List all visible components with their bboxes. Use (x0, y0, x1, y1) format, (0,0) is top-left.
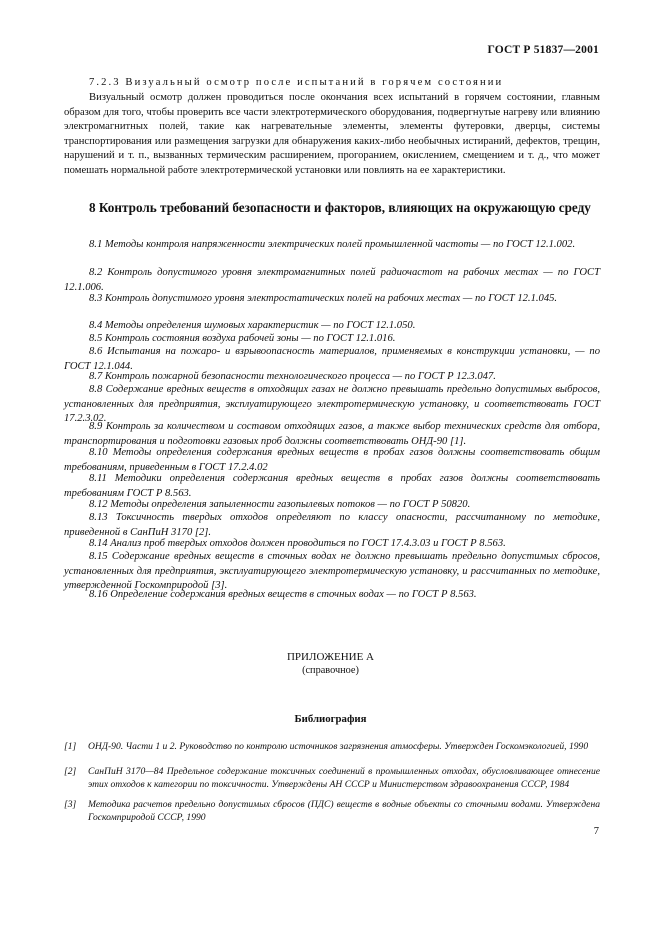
section-8-title: 8 Контроль требований безопасности и факторов, влияющих на окружающую среду (89, 200, 591, 215)
appendix-subtitle: (справочное) (302, 665, 359, 676)
section-7-2-3-heading: 7.2.3 Визуальный осмотр после испытаний в горячем состоянии (89, 77, 504, 88)
bibliography-number: [1] (64, 741, 77, 752)
standard-code-header: ГОСТ Р 51837—2001 (487, 44, 599, 56)
item-8-13: 8.13 Токсичность твердых отходов определяют по классу опасности, рассчитанному по методике, приведенной в СанПиН 3170 [2]. (64, 512, 600, 538)
item-8-7: 8.7 Контроль пожарной безопасности технологического процесса — по ГОСТ Р 12.3.047. (89, 371, 496, 382)
item-8-5: 8.5 Контроль состояния воздуха рабочей зоны — по ГОСТ 12.1.016. (89, 333, 396, 344)
bibliography-number: [2] (64, 766, 77, 777)
page-number: 7 (593, 826, 599, 837)
bibliography-text: ОНД-90. Части 1 и 2. Руководство по контролю источников загрязнения атмосферы. Утвержден Госкомэкологией, 1990 (88, 741, 589, 752)
item-8-6: 8.6 Испытания на пожаро- и взрывоопасность материалов, применяемых в конструкции установки, — по ГОСТ 12.1.044. (64, 346, 600, 372)
section-7-2-3-body: Визуальный осмотр должен проводиться после окончания всех испытаний в горячем состоянии, главным образом для того, чтобы проверить все части электротермического оборудования, подвергнутые нагреву или влиянию электромагнитных полей, такие как нагревательные элементы, элементы футеровки, дверцы, системы транспортирования или размещения загрузки для обнаружения каких-либо необычных истираний, дефектов, трещин, нарушений и т. п., вызванных термическим расширением, прогоранием, окислением, смещением и т. д., что может помешать нормальной работе электротермической установки или повлиять на ее характеристики. (64, 92, 600, 176)
item-8-14: 8.14 Анализ проб твердых отходов должен проводиться по ГОСТ 17.4.3.03 и ГОСТ Р 8.563. (89, 538, 506, 549)
bibliography-entry-2 (64, 765, 600, 791)
item-8-15: 8.15 Содержание вредных веществ в сточных водах не должно превышать предельно допустимых сбросов, установленных для предприятия, эксплуатирующего электротермическую установку, и рассчитанных по методике, утвержденной Госкомприродой [3]. (64, 551, 600, 592)
item-8-8: 8.8 Содержание вредных веществ в отходящих газах не должно превышать предельно допустимых выбросов, установленных для предприятия, эксплуатирующего электротермическую установку, и соответствовать ГОСТ 17.2.3.02. (64, 384, 600, 425)
item-8-1: 8.1 Методы контроля напряженности электрических полей промышленной частоты — по ГОСТ 12.1.002. (89, 239, 576, 250)
item-8-3: 8.3 Контроль допустимого уровня электростатических полей на рабочих местах — по ГОСТ 12.1.045. (89, 293, 558, 304)
appendix-title: ПРИЛОЖЕНИЕ А (286, 651, 374, 663)
item-8-2: 8.2 Контроль допустимого уровня электромагнитных полей радиочастот на рабочих местах — по ГОСТ 12.1.006. (64, 267, 600, 293)
bibliography-text: СанПиН 3170—84 Предельное содержание токсичных соединений в промышленных отходах, обусловливающее отнесение этих отходов к категории по токсичности. Утверждены АН СССР и Министерством здравоохранения СССР, 1984 (88, 766, 600, 790)
item-8-9: 8.9 Контроль за количеством и составом отходящих газов, а также выбор технических средств для отбора, транспортирования и подготовки газовых проб должны соответствовать ОНД-90 [1]. (64, 421, 600, 447)
item-8-4: 8.4 Методы определения шумовых характеристик — по ГОСТ 12.1.050. (89, 320, 416, 331)
bibliography-title: Библиография (294, 713, 367, 725)
bibliography-entry-3 (64, 798, 600, 824)
bibliography-number: [3] (64, 799, 77, 810)
item-8-10: 8.10 Методы определения содержания вредных веществ в пробах газов должны соответствовать общим требованиям, приведенным в ГОСТ 17.2.4.02 (64, 447, 600, 473)
bibliography-text: Методика расчетов предельно допустимых сбросов (ПДС) веществ в водные объекты со сточными водами. Утверждена Госкомприродой СССР, 1990 (88, 799, 600, 823)
item-8-11: 8.11 Методики определения содержания вредных веществ в пробах газов должны соответствовать требованиям ГОСТ Р 8.563. (64, 473, 600, 499)
item-8-12: 8.12 Методы определения запыленности газопылевых потоков — по ГОСТ Р 50820. (89, 499, 471, 510)
bibliography-entry-1 (64, 740, 600, 753)
item-8-16: 8.16 Определение содержания вредных веществ в сточных водах — по ГОСТ Р 8.563. (89, 589, 477, 600)
